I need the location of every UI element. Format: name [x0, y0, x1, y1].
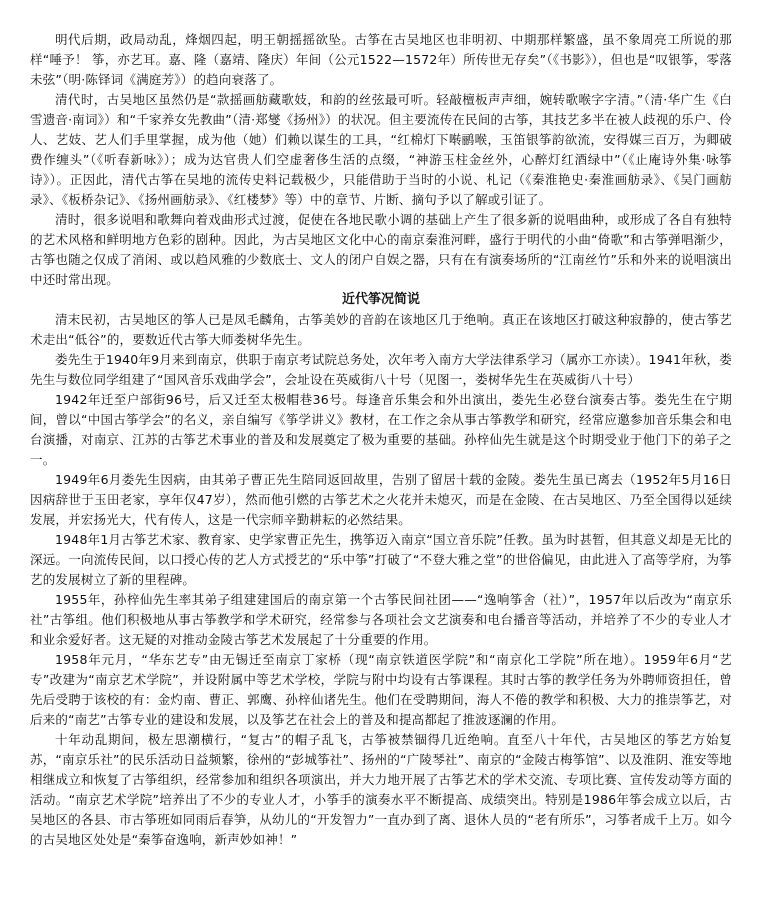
paragraph-1949: 1949年6月娄先生因病，由其弟子曹正先生陪同返回故里，告别了留居十载的金陵。娄先生虽已离去（1952年5月16日因病辞世于玉田老家，享年仅47岁），然而他引燃的古筝艺术之火花并未熄灭，而是在金陵、在古吴地区、乃至全国得以延续发展，并宏扬光大，代有传人，这是一代宗师辛勤耕耘的必然结果。 — [30, 472, 732, 527]
document-page — [30, 30, 732, 850]
paragraph-qing-period: 清代时，古吴地区虽然仍是“款摇画舫藏歌妓，和韵的丝弦最可听。轻敲檀板声声细，婉转歌喉字字清。”（清·华广生《白雪遗音·南词》）和“千家养女先教曲”（清·郑燮《扬州》）的状况。但主要流传在民间的古筝，其技艺多半在被人歧视的乐户、伶人、艺妓、艺人们手里掌握，成为他（她）们赖以谋生的工具，“红棉灯下啭鹂喉，玉笛银筝韵欲流，安得媒三百万，为卿破费作缠头”（《听春新咏》）；成为达官贵人们空虚奢侈生活的点缀，“神游玉柱金丝外，心醉灯红酒绿中”（《止庵诗外集·咏筝诗》）。正因此，清代古筝在吴地的流传史料记载极少，只能借助于当时的小说、札记（《秦淮艳史·秦淮画舫录》、《吴门画舫录》、《板桥杂记》、《扬州画舫录》、《红楼梦》等）中的章节、片断、摘句予以了解或引证了。 — [30, 92, 732, 207]
paragraph-qing-opera: 清时，很多说唱和歌舞向着戏曲形式过渡，促使在各地民歌小调的基础上产生了很多新的说唱曲种，或形成了各自有独特的艺术风格和鲜明地方色彩的剧种。因此，为古吴地区文化中心的南京秦淮河畔，盛行于明代的小曲“倚歌”和古筝弹唱渐少，古筝也随之仅成了消闲、或以趋风雅的少数底士、文人的闭户自娱之器，只有在有演奏场所的“江南丝竹”乐和外来的说唱演出中还时常出现。 — [30, 212, 732, 287]
paragraph-1955: 1955年，孙梓仙先生率其弟子组建建国后的南京第一个古筝民间社团——“逸响筝舍（社）”，1957年以后改为“南京乐社”古筝组。他们积极地从事古筝教学和学术研究，经常参与各项社会文艺演奏和电台播音等活动，并培养了不少的专业人才和业余爱好者。这无疑的对推动金陵古筝艺术发展起了十分重要的作用。 — [30, 592, 732, 647]
paragraph-late-qing: 清末民初，古吴地区的筝人已是凤毛麟角，古筝美妙的音韵在该地区几于绝响。真正在该地区打破这种寂静的，使古筝艺术走出“低谷”的，要数近代古筝大师娄树华先生。 — [30, 312, 732, 347]
paragraph-recovery: 十年动乱期间，极左思潮横行，“复古”的帽子乱飞，古筝被禁锢得几近绝响。直至八十年代，古吴地区的筝艺方始复苏，“南京乐社”的民乐活动日益频繁，徐州的“彭城筝社”、扬州的“广陵琴社”、南京的“金陵古梅筝馆”、以及淮阴、淮安等地相继成立和恢复了古筝组织，经常参加和组织各项演出，并大力地开展了古筝艺术的学术交流、专项比赛、宣传发动等方面的活动。“南京艺术学院”培养出了不少的专业人才，小筝手的演奏水平不断提高、成绩突出。特别是1986年筝会成立以后，古吴地区的各县、市古筝班如同雨后春笋，从幼儿的“开发智力”一直办到了离、退休人员的“老有所乐”，习筝者成千上万。如今的古吴地区处处是“秦筝奋逸响，新声妙如神！” — [30, 732, 732, 847]
paragraph-ming-late: 明代后期，政局动乱，烽烟四起，明王朝摇摇欲坠。古筝在古吴地区也非明初、中期那样繁盛，虽不象周亮工所说的那样“唾予！ 筝，亦艺耳。嘉、隆（嘉靖、隆庆）年间（公元1522—1572年）所传世无存矣”（《书影》），但也是“叹银筝，零落未弦”（明·陈铎词《满庭芳》）的趋向衰落了。 — [30, 32, 732, 87]
section-heading: 近代筝况简说 — [341, 292, 420, 307]
paragraph-1948: 1948年1月古筝艺术家、教育家、史学家曹正先生，携筝迈入南京“国立音乐院”任教。虽为时甚暂，但其意义却是无比的深远。一向流传民间，以口授心传的艺人方式授艺的“乐中筝”打破了“不登大雅之堂”的世俗偏见，由此进入了高等学府，为筝艺的发展树立了新的里程碑。 — [30, 532, 732, 587]
paragraph-lou-arrival: 娄先生于1940年9月来到南京，供职于南京考试院总务处，次年考入南方大学法律系学习（属亦工亦读）。1941年秋，娄先生与数位同学组建了“国风音乐戏曲学会”，会址设在英威街八十号（见图一，娄树华先生在英威街八十号） — [30, 352, 732, 387]
paragraph-1958: 1958年元月，“华东艺专”由无锡迁至南京丁家桥（现“南京铁道医学院”和“南京化工学院”所在地）。1959年6月“艺专”改建为“南京艺术学院”，并设附属中等艺术学校，学院与附中均设有古筝课程。其时古筝的教学任务为外聘师资担任，曾先后受聘于该校的有：金灼南、曹正、郭鹰、孙梓仙诸先生。他们在受聘期间，海人不倦的教学和积极、大力的推崇筝艺，对后来的“南艺”古筝专业的建设和发展，以及筝艺在社会上的普及和提高都起了推波逐澜的作用。 — [30, 652, 732, 727]
paragraph-1942: 1942年迁至户部街96号，后又迁至太极帽巷36号。每逢音乐集会和外出演出，娄先生必登台演奏古筝。娄先生在宁期间，曾以“中国古筝学会”的名义，亲自编写《筝学讲义》教材，在工作之余从事古筝教学和研究，经常应邀参加音乐集会和电台演播，对南京、江苏的古筝艺术事业的普及和发展奠定了极为重要的基础。孙梓仙先生就是这个时期受业于他门下的弟子之一。 — [30, 392, 732, 467]
